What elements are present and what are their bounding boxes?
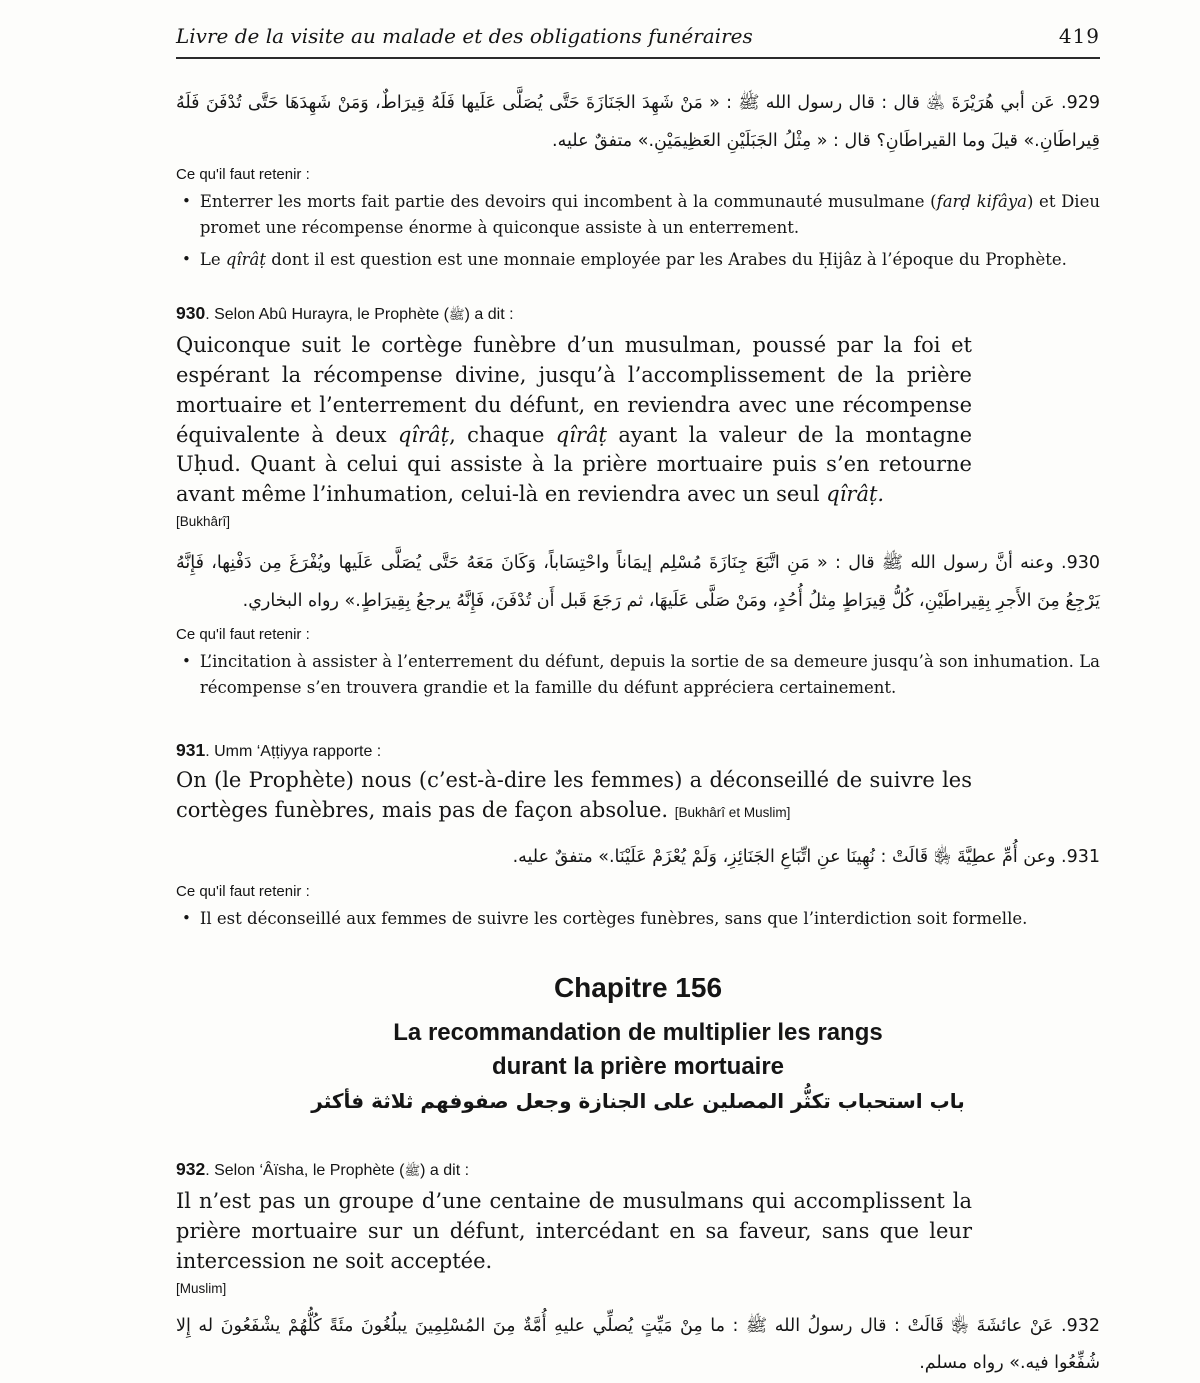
- page-number: 419: [1058, 24, 1100, 48]
- bullet-text-italic: qîrâṭ: [225, 249, 267, 269]
- hadith-931-heading: [176, 740, 1100, 761]
- hadith-930-heading: [176, 303, 1100, 326]
- bullet-text: Il est déconseillé aux femmes de suivre les cortèges funèbres, sans que l’interdiction soit formelle.: [199, 908, 1028, 928]
- heading-text: ) a dit :: [420, 1162, 470, 1180]
- saw-calligraphy-icon: ﷺ: [448, 307, 465, 323]
- hadith-931-french: [176, 766, 972, 826]
- hadith-929-arabic: 929. عَن أبي هُرَيْرَةَ ﵁ قال : قال رسول الله ﷺ : « مَنْ شَهِدَ الجَنَازَةَ حَتَّى يُصَلَّى عَلَيها فَلَهُ قِيرَاطٌ، وَمَنْ شَهِدَهَا حَتَّى تُدْفَنَ فَلَهُ قِيراطَانِ.» قيلَ وما القيراطَانِ؟ قال : « مِثْلُ الجَبَلَيْنِ العَظِيمَيْنِ.» متفقٌ عليه.: [176, 93, 1100, 151]
- retenir-label-931: Ce qu'il faut retenir :: [176, 883, 310, 901]
- bullet-item: [176, 189, 1100, 242]
- hadith-text-part: , chaque: [449, 422, 556, 447]
- hadith-930-french: [176, 331, 972, 510]
- bullet-text-part: dont il est question est une monnaie employée par les Arabes du Ḥijâz à l’époque du Prophète.: [266, 249, 1067, 269]
- chapter-heading: [176, 972, 1100, 1113]
- hadith-text-italic: qîrâṭ: [397, 422, 450, 447]
- hadith-931-number: 931: [176, 739, 206, 760]
- heading-text: . Selon ‘Âïsha, le Prophète (: [205, 1162, 405, 1180]
- bullet-item: [176, 906, 1100, 932]
- hadith-930-source: [Bukhârî]: [176, 514, 231, 530]
- bullet-text-part: Enterrer les morts fait partie des devoirs qui incombent à la communauté musulmane (: [199, 192, 937, 211]
- hadith-930-number: 930: [176, 303, 206, 324]
- hadith-932-heading: [176, 1159, 1100, 1182]
- hadith-932-number: 932: [176, 1159, 206, 1180]
- bullet-text-part: ) et Dieu promet une récompense énorme à quiconque assiste à un enterrement.: [199, 192, 1100, 238]
- retenir-bullets-929: [176, 189, 1100, 273]
- hadith-932-french: Il n’est pas un groupe d’une centaine de musulmans qui accomplissent la prière mortuaire sur un défunt, intercédant en sa faveur, sans que leur intercession ne soit acceptée.: [176, 1189, 972, 1274]
- saw-calligraphy-icon: ﷺ: [404, 1163, 421, 1179]
- bullet-text: L’incitation à assister à l’enterrement du défunt, depuis la sortie de sa demeure jusqu’à son inhumation. La récompense s’en trouvera grandie et la famille du défunt appréciera certainement.: [199, 652, 1100, 698]
- hadith-text-italic: qîrâṭ.: [826, 482, 885, 507]
- bullet-icon: •: [182, 192, 191, 210]
- retenir-bullets-930: [176, 649, 1100, 702]
- chapter-number-title: Chapitre 156: [553, 972, 723, 1004]
- bullet-text: [200, 247, 1100, 273]
- hadith-text-part: ayant la valeur de la montagne Uḥud. Quant à celui qui assiste à la prière mortuaire puis s’en retourne avant même l’inhumation, celui-là en reviendra avec un seul: [176, 422, 972, 507]
- bullet-icon: •: [182, 652, 191, 671]
- bullet-icon: •: [182, 908, 191, 927]
- bullet-text: [200, 189, 1100, 242]
- bullet-text-italic: farḍ kifâya: [936, 192, 1027, 211]
- page-header: [176, 24, 1100, 59]
- chapter-subtitle-line2: durant la prière mortuaire: [491, 1052, 785, 1080]
- hadith-930-arabic: 930. وعنه أنَّ رسول الله ﷺ قال : « مَنِ اتَّبَعَ جِنَازَةَ مُسْلِم إيمَاناً واحْتِسَاباً، وَكَانَ مَعَهُ حَتَّى يُصَلَّى عَلَيها ويُفْرَغَ مِن دَفْنِها، فَإِنَّهُ يَرْجِعُ مِنَ الأَجرِ بِقِيراطَيْنِ، كُلُّ قِيرَاطٍ مِثلُ أُحُدٍ، ومَنْ صَلَّى عَلَيهَا، ثم رَجَعَ قَبل أَن تُدْفَنَ، فَإِنَّهُ يرجعُ بِقِيرَاطٍ.» رواه البخاري.: [176, 553, 1100, 611]
- bullet-icon: •: [182, 249, 191, 268]
- heading-text: . Selon Abû Hurayra, le Prophète (: [205, 306, 449, 324]
- hadith-932-source: [Muslim]: [176, 1280, 227, 1296]
- chapter-subtitle-line1: La recommandation de multiplier les rangs: [393, 1019, 883, 1047]
- running-title: Livre de la visite au malade et des obligations funéraires: [176, 24, 753, 48]
- hadith-text-part: On (le Prophète) nous (c’est-à-dire les femmes) a déconseillé de suivre les cortèges funèbres, mais pas de façon absolue.: [176, 767, 972, 822]
- heading-text: ) a dit :: [464, 306, 514, 324]
- retenir-label-929: Ce qu'il faut retenir :: [176, 166, 310, 184]
- hadith-932-arabic: 932. عَنْ عائشَةَ ﵂ قَالَتْ : قال رسولُ الله ﷺ : ما مِنْ مَيِّتٍ يُصلِّي عليهِ أُمَّةٌ مِنَ المُسْلِمِينَ يبلُغُونَ مئَةً كُلُّهُمْ يشْفَعُونَ له إِلا شُفِّعُوا فيه.» رواه مسلم.: [176, 1315, 1100, 1374]
- hadith-text-part: Quiconque suit le cortège funèbre d’un musulman, poussé par la foi et espérant la récompense divine, jusqu’à l’accomplissement de la prière mortuaire et l’enterrement du défunt, en reviendra avec une récompense équivalente à deux: [176, 333, 972, 447]
- chapter-arabic-title: باب استحباب تكثُّر المصلين على الجنازة وجعل صفوفهم ثلاثة فأكثر: [311, 1089, 965, 1114]
- retenir-bullets-931: [176, 906, 1100, 932]
- hadith-931-source: [Bukhârî et Muslim]: [674, 804, 791, 820]
- bullet-text-part: Le: [199, 249, 226, 269]
- bullet-item: [176, 649, 1100, 702]
- hadith-931-arabic: 931. وعن أُمِّ عطِيَّةَ ﵂ قَالَتْ : نُهِينَا عنِ اتِّبَاعِ الجَنَائِزِ، وَلَمْ يُعْزَمْ عَلَيْنَا.» متفقٌ عليه.: [512, 847, 1100, 868]
- hadith-text-italic: qîrâṭ: [555, 422, 607, 447]
- heading-text: . Umm ‘Aṭṭiyya rapporte :: [205, 742, 382, 760]
- retenir-label-930: Ce qu'il faut retenir :: [176, 626, 310, 644]
- bullet-item: [176, 247, 1100, 273]
